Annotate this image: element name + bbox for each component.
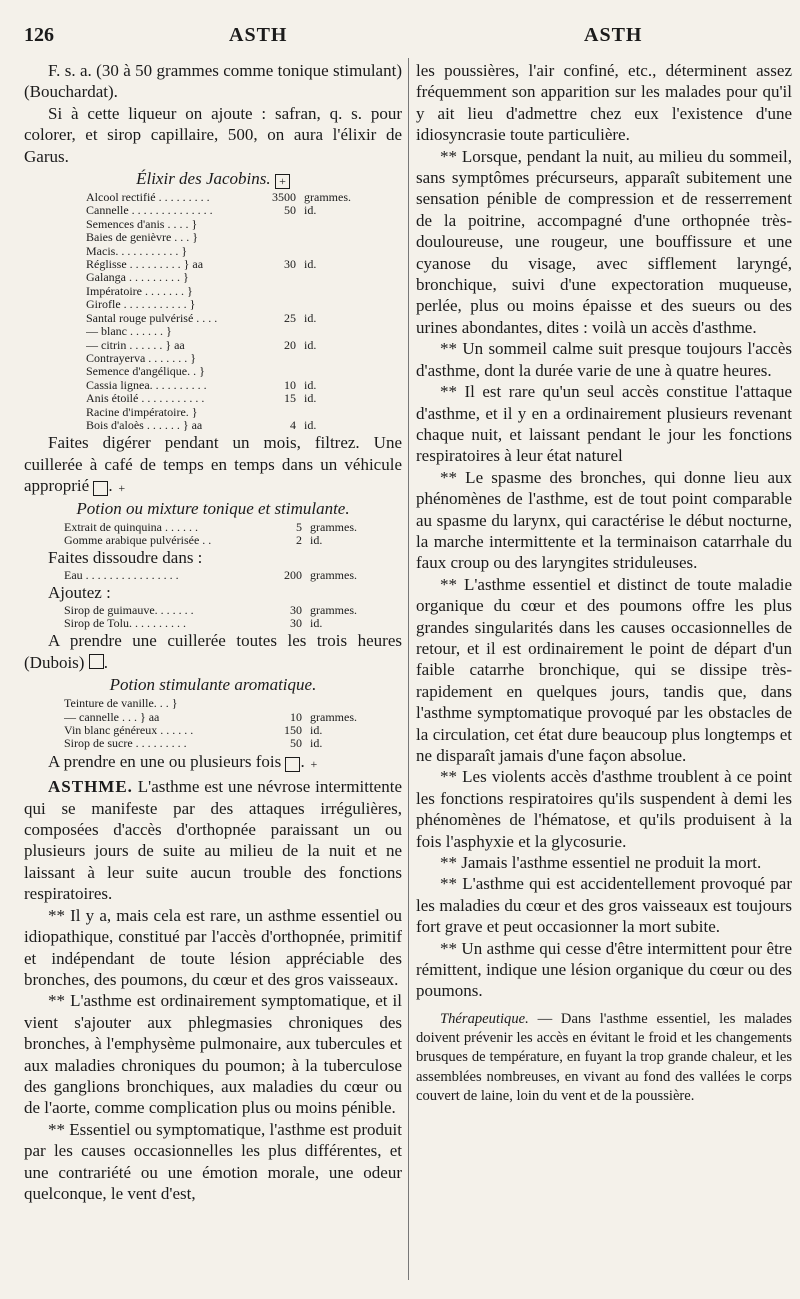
ingredient-quantity <box>248 406 296 419</box>
ingredient-row <box>64 534 402 547</box>
ingredient-name: Eau . . . . . . . . . . . . . . . . <box>64 568 179 582</box>
running-header <box>24 24 780 52</box>
ingredient-quantity <box>248 325 296 338</box>
ingredient-name: Vin blanc généreux . . . . . . <box>64 724 194 738</box>
ingredient-name: Anis étoilé . . . . . . . . . . . <box>86 392 205 406</box>
potion1-syrup-list <box>24 604 402 631</box>
ingredient-row <box>86 379 402 392</box>
boxed-plus-icon: + <box>93 481 108 496</box>
ingredient-name: Bois d'aloès . . . . . . } aa <box>86 418 203 432</box>
ingredient-name: Extrait de quinquina . . . . . . <box>64 520 198 534</box>
ingredient-quantity: 10 <box>290 709 302 724</box>
left-paragraph-3: ** Essentiel ou symptomatique, l'asthme est produit par les causes occasionnelles les plus différentes, et une contrariété ou une émotion morale, une odeur quelconque, le vent d'est, <box>24 1119 402 1203</box>
left-paragraph-2: ** L'asthme est ordinairement symptomatique, et il vient s'ajouter aux phlegmasies chroniques des bronches, à l'emphysème pulmonaire, aux tubercules et aux maladies chroniques du poumon; à la tuberculose des ganglions bronchiques, aux maladies du cœur ou de l'aorte, comme complication plus ou moins pénible. <box>24 991 402 1118</box>
intro-paragraph-2: Si à cette liqueur on ajoute : safran, q. s. pour colorer, et sirop capillaire, 500, on aura l'élixir de Garus. <box>24 103 402 166</box>
boxed-plus-icon: + <box>275 174 290 189</box>
ingredient-quantity: 2 <box>296 532 302 547</box>
ingredient-row <box>86 365 402 378</box>
ingredient-row <box>64 697 402 710</box>
boxed-plus-icon: + <box>285 757 300 772</box>
ingredient-unit: id. <box>310 532 323 547</box>
ingredient-row <box>64 711 402 724</box>
potion2-instructions-text: A prendre en une ou plusieurs fois <box>48 751 282 771</box>
ingredient-name: Semences d'anis . . . . } <box>86 217 198 231</box>
ingredient-row <box>86 191 402 204</box>
ingredient-unit: id. <box>310 736 323 751</box>
ingredient-quantity <box>248 245 296 258</box>
potion1-add: Ajoutez : <box>48 583 111 603</box>
ingredient-quantity: 30 <box>290 602 302 617</box>
ingredient-name: Santal rouge pulvérisé . . . . <box>86 311 218 325</box>
right-paragraph-4: ** Le spasme des bronches, qui donne lieu aux phénomènes de l'asthme, est de tout point comparable au spasme du larynx, qui caractérise le début nocturne, la marche intermittente et la terminaison catarrhale du faux croup ou des laryngites striduleuses. <box>416 467 792 573</box>
ingredient-row <box>64 521 402 534</box>
ingredient-quantity <box>248 285 296 298</box>
ingredient-quantity: 25 <box>284 310 296 325</box>
elixir-ingredient-list <box>24 191 402 432</box>
ingredient-unit: id. <box>310 723 323 738</box>
left-column <box>24 60 402 1204</box>
column-divider <box>408 58 409 1280</box>
ingredient-unit <box>296 352 384 365</box>
ingredient-row <box>86 245 402 258</box>
potion2-instructions: A prendre en une ou plusieurs fois +. <box>48 751 318 771</box>
elixir-instructions: Faites digérer pendant un mois, filtrez. Une cuillerée à café de temps en temps dans un véhicule approprié +. <box>24 433 402 496</box>
ingredient-quantity <box>248 365 296 378</box>
ingredient-name: Teinture de vanille. . . } <box>64 697 178 711</box>
potion1-title: Potion ou mixture tonique et stimulante. <box>76 498 350 518</box>
ingredient-row <box>64 737 402 750</box>
ingredient-row <box>86 325 402 338</box>
ingredient-quantity <box>248 218 296 231</box>
ingredient-unit <box>296 325 384 338</box>
left-paragraph-1: ** Il y a, mais cela est rare, un asthme essentiel ou idiopathique, constitué par l'accès d'orthopnée, primitif et indépendant de toute lésion appréciable des bronches, des poumons, du cœur et des gros vaisseaux. <box>24 905 402 989</box>
ingredient-unit <box>296 218 384 231</box>
ingredient-row <box>86 271 402 284</box>
ingredient-row <box>86 204 402 217</box>
ingredient-quantity: 50 <box>290 736 302 751</box>
ingredient-row <box>86 339 402 352</box>
ingredient-unit: grammes. <box>310 602 357 617</box>
ingredient-quantity <box>254 697 302 710</box>
potion1-ingredient-list <box>24 521 402 548</box>
right-paragraph-8: ** L'asthme qui est accidentellement provoqué par les maladies du cœur et des gros vaisseaux est toujours fort grave et peut occasionner la mort subite. <box>416 874 792 937</box>
ingredient-unit <box>296 231 384 244</box>
ingredient-name: Racine d'impératoire. } <box>86 405 198 419</box>
ingredient-name: Sirop de sucre . . . . . . . . . <box>64 737 187 751</box>
ingredient-unit <box>296 271 384 284</box>
ingredient-name: — cannelle . . . } aa <box>64 710 160 724</box>
ingredient-quantity <box>248 352 296 365</box>
ingredient-name: Sirop de Tolu. . . . . . . . . . <box>64 617 186 630</box>
ingredient-unit: id. <box>304 377 317 392</box>
ingredient-name: Cassia lignea. . . . . . . . . . <box>86 378 207 392</box>
ingredient-name: Alcool rectifié . . . . . . . . . <box>86 191 210 205</box>
ingredient-row <box>86 352 402 365</box>
ingredient-row <box>86 298 402 311</box>
ingredient-row <box>64 724 402 737</box>
intro-paragraph-1: F. s. a. (30 à 50 grammes comme tonique stimulant) (Bouchardat). <box>24 61 402 102</box>
potion2-title: Potion stimulante aromatique. <box>109 675 317 695</box>
ingredient-row <box>64 604 402 617</box>
right-paragraph-7: ** Jamais l'asthme essentiel ne produit la mort. <box>440 853 762 873</box>
ingredient-name: Réglisse . . . . . . . . . } aa <box>86 258 204 272</box>
ingredient-quantity: 30 <box>284 257 296 272</box>
ingredient-name: — citrin . . . . . . } aa <box>86 338 185 352</box>
therapeutics-text: — Dans l'asthme essentiel, les malades doivent prévenir les accès en évitant le froid et les changements brusques de température, en fuyant la trop grande chaleur, et les assemblées nombreuses, en vivant au fond des vallées le corps couvert de laine, loin du vent et de la poussière. <box>416 1010 792 1105</box>
right-paragraph-9: ** Un asthme qui cesse d'être intermittent pour être rémittent, indique une lésion organique du cœur ou des poumons. <box>416 938 792 1001</box>
ingredient-unit: id. <box>304 391 317 406</box>
ingredient-unit: grammes. <box>304 190 351 205</box>
potion1-instructions: A prendre une cuillerée toutes les trois heures (Dubois) . <box>24 631 402 672</box>
ingredient-name: Baies de genièvre . . . } <box>86 231 199 245</box>
ingredient-name: Semence d'angélique. . } <box>86 365 205 379</box>
right-paragraph-5: ** L'asthme essentiel et distinct de toute maladie organique du cœur et des poumons offre les plus grandes singularités dans les causes occasionnelles de retour, et il est ordinairement le point de départ d'un faible catarrhe bronchique, qui se dissipe très-rapidement en quelques jours, tandis que, dans l'asthme symptomatique provoqué par les obstacles de la circulation, cet état dure beaucoup plus longtemps et ne disparaît jamais d'une façon absolue. <box>416 574 792 765</box>
ingredient-unit: grammes. <box>310 567 357 582</box>
therapeutics-label: Thérapeutique. <box>440 1010 529 1027</box>
ingredient-row <box>86 218 402 231</box>
right-column <box>416 60 792 1106</box>
ingredient-unit <box>302 697 390 710</box>
ingredient-unit: id. <box>304 337 317 352</box>
ingredient-row <box>86 312 402 325</box>
ingredient-quantity: 20 <box>284 337 296 352</box>
ingredient-unit <box>296 298 384 311</box>
ingredient-name: Contrayerva . . . . . . . } <box>86 351 197 365</box>
right-paragraph-2: ** Un sommeil calme suit presque toujours l'accès d'asthme, dont la durée varie de une à quatre heures. <box>416 339 792 380</box>
ingredient-unit <box>296 245 384 258</box>
ingredient-quantity: 15 <box>284 391 296 406</box>
empty-box-icon <box>89 654 104 669</box>
ingredient-row <box>86 231 402 244</box>
potion2-ingredient-list <box>24 697 402 751</box>
ingredient-quantity: 50 <box>284 203 296 218</box>
asthme-definition-text: L'asthme est une névrose intermittente qui se manifeste par des attaques irrégulières, composées d'accès d'orthopnée paraissant un ou plusieurs jours de suite au milieu de la nuit et ne laissant à leur suite aucun trouble des fonctions respiratoires. <box>24 777 402 904</box>
ingredient-row <box>64 569 402 582</box>
ingredient-row <box>86 406 402 419</box>
ingredient-unit <box>296 406 384 419</box>
asthme-definition <box>24 776 402 904</box>
ingredient-quantity <box>248 271 296 284</box>
ingredient-quantity: 200 <box>284 567 302 582</box>
ingredient-unit: grammes. <box>310 709 357 724</box>
ingredient-quantity <box>248 231 296 244</box>
right-paragraph-1: ** Lorsque, pendant la nuit, au milieu du sommeil, sans symptômes précurseurs, apparaît subitement une sensation pénible de compression et de resserrement de la poitrine, accompagné d'une orthopnée très-douloureuse, une rougeur, une bouffissure et une cyanose du visage, avec sifflement laryngé, bronchique, suivi d'une expectoration muqueuse, perlée, plus ou moins épaisse et des sueurs ou des urines abondantes, dites : voilà un accès d'asthme. <box>416 146 792 337</box>
right-paragraph-6: ** Les violents accès d'asthme troublent à ce point les fonctions respiratoires qu'ils suspendent à demi les phénomènes de l'hématose, et qu'ils produisent à la fois l'asphyxie et la glycosurie. <box>416 767 792 851</box>
ingredient-name: Galanga . . . . . . . . . } <box>86 271 189 285</box>
elixir-instructions-text: Faites digérer pendant un mois, filtrez. Une cuillerée à café de temps en temps dans un véhicule approprié <box>24 433 402 496</box>
ingredient-unit: id. <box>304 257 317 272</box>
page-number: 126 <box>24 24 54 46</box>
elixir-title <box>24 167 402 191</box>
ingredient-unit: id. <box>310 616 323 630</box>
right-continuation: les poussières, l'air confiné, etc., déterminent assez fréquemment son apparition sur les malades pour qu'il y ait lieu d'admettre chez eux l'existence d'une idiosyncrasie toute particulière. <box>416 61 792 145</box>
ingredient-unit <box>296 285 384 298</box>
ingredient-name: Cannelle . . . . . . . . . . . . . . <box>86 204 213 218</box>
ingredient-name: Impératoire . . . . . . . } <box>86 284 193 298</box>
ingredient-name: Sirop de guimauve. . . . . . . <box>64 603 194 617</box>
ingredient-name: Macis. . . . . . . . . . . } <box>86 244 188 258</box>
ingredient-name: Girofle . . . . . . . . . . . } <box>86 298 196 312</box>
ingredient-row <box>86 285 402 298</box>
ingredient-name: Gomme arabique pulvérisée . . <box>64 533 212 547</box>
ingredient-row <box>64 617 402 630</box>
right-paragraph-3: ** Il est rare qu'un seul accès constitue l'attaque d'asthme, et il y en a ordinairement plusieurs revenant chaque nuit, et laissant pendant le jour les fonctions respiratoires à leur état naturel <box>416 382 792 466</box>
ingredient-unit: id. <box>304 203 317 218</box>
potion1-instructions-text: A prendre une cuillerée toutes les trois heures (Dubois) <box>24 631 402 672</box>
ingredient-quantity: 30 <box>290 616 302 630</box>
elixir-title-text: Élixir des Jacobins. <box>136 169 271 189</box>
ingredient-unit: id. <box>304 310 317 325</box>
ingredient-quantity: 10 <box>284 377 296 392</box>
therapeutics-paragraph <box>416 1010 792 1106</box>
ingredient-quantity: 4 <box>290 417 296 432</box>
right-running-title: ASTH <box>584 24 643 46</box>
asthme-heading: ASTHME. <box>48 777 133 797</box>
ingredient-unit: grammes. <box>310 519 357 534</box>
ingredient-quantity: 3500 <box>272 190 296 205</box>
ingredient-unit: id. <box>304 417 317 432</box>
left-running-title: ASTH <box>229 24 288 46</box>
ingredient-quantity: 150 <box>284 723 302 738</box>
potion1-water-row <box>24 569 402 582</box>
ingredient-row <box>86 392 402 405</box>
ingredient-row <box>86 258 402 271</box>
ingredient-row <box>86 419 402 432</box>
ingredient-quantity: 5 <box>296 519 302 534</box>
ingredient-quantity <box>248 298 296 311</box>
potion1-dissolve: Faites dissoudre dans : <box>48 548 203 568</box>
ingredient-name: — blanc . . . . . . } <box>86 325 172 339</box>
ingredient-unit <box>296 365 384 378</box>
